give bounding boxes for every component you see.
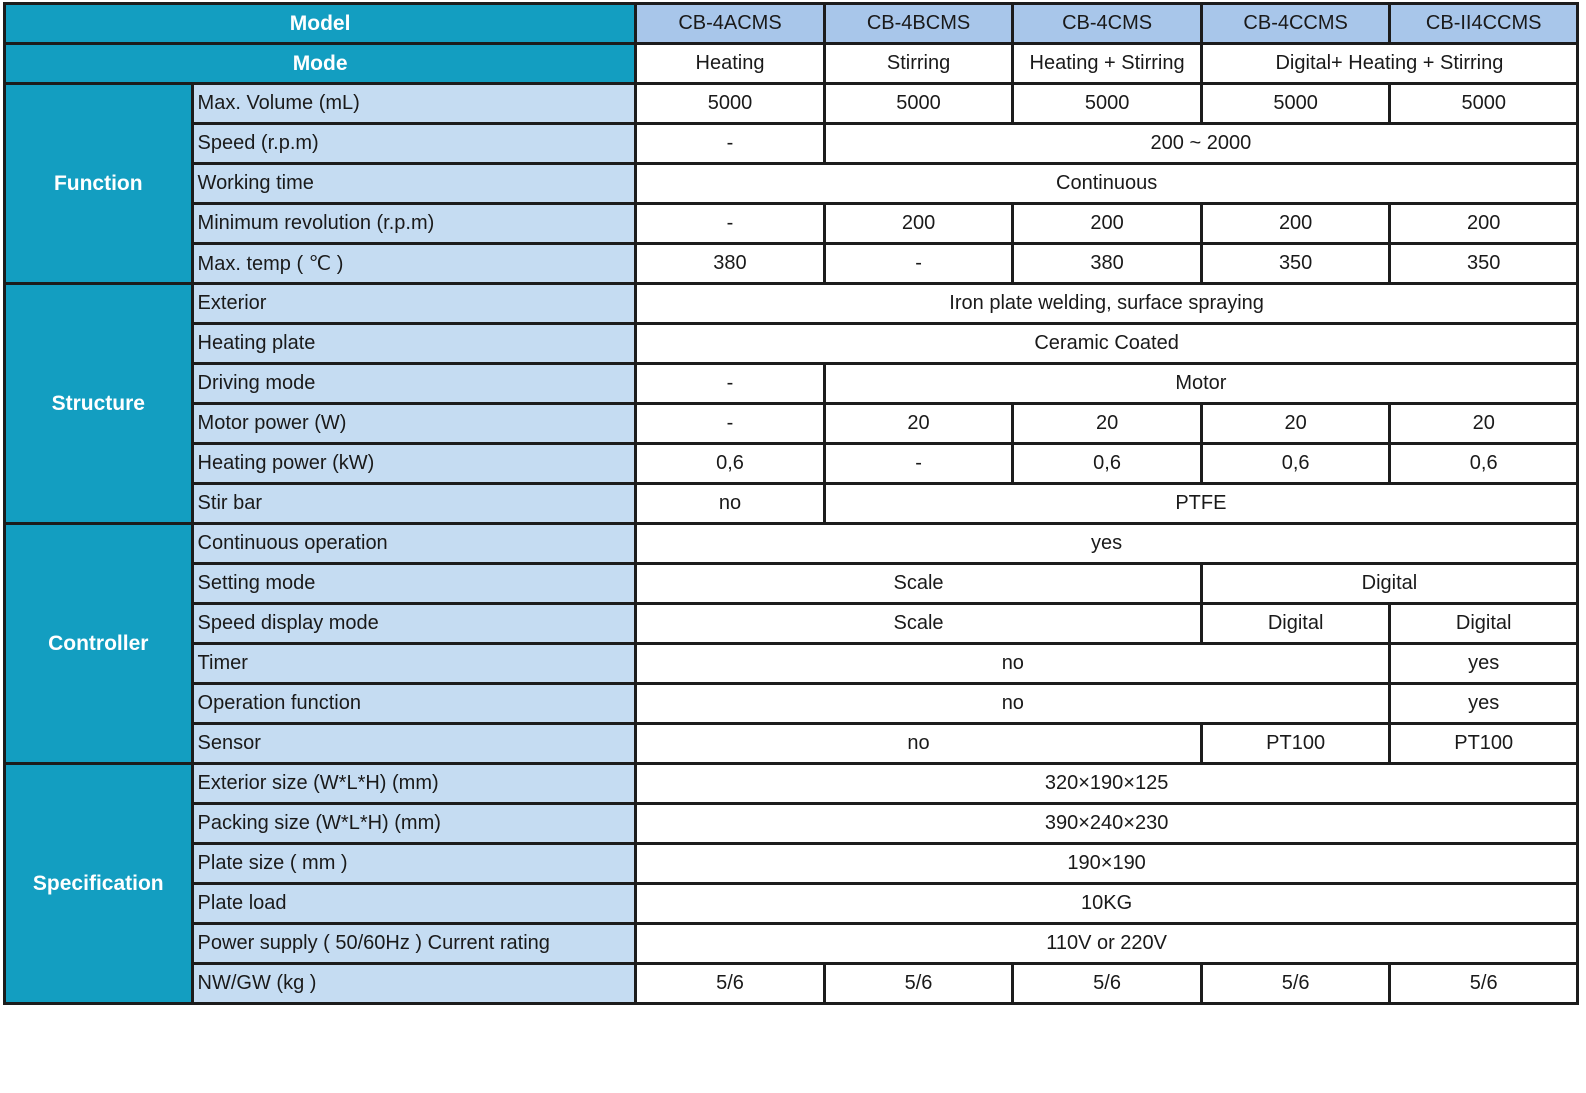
model-header: Model: [5, 4, 636, 44]
value-cell: Continuous: [636, 164, 1578, 204]
value-cell: 5/6: [824, 964, 1013, 1004]
value-cell: Digital: [1390, 604, 1578, 644]
value-cell: no: [636, 644, 1390, 684]
section-function-label: Function: [5, 84, 193, 284]
section-controller-label: Controller: [5, 524, 193, 764]
table-row: [5, 324, 1578, 364]
table-row: [5, 404, 1578, 444]
value-cell: 200: [824, 204, 1013, 244]
model-cell: CB-4BCMS: [824, 4, 1013, 44]
value-cell: 200 ~ 2000: [824, 124, 1577, 164]
value-cell: 380: [1013, 244, 1202, 284]
value-cell: 20: [1201, 404, 1390, 444]
param-label: Timer: [192, 644, 636, 684]
param-label: Power supply ( 50/60Hz ) Current rating: [192, 924, 636, 964]
value-cell: 110V or 220V: [636, 924, 1578, 964]
value-cell: -: [636, 404, 825, 444]
value-cell: no: [636, 684, 1390, 724]
param-label: Sensor: [192, 724, 636, 764]
value-cell: 390×240×230: [636, 804, 1578, 844]
mode-header: Mode: [5, 44, 636, 84]
model-row: [5, 4, 1578, 44]
table-row: [5, 964, 1578, 1004]
table-row: [5, 844, 1578, 884]
table-row: [5, 924, 1578, 964]
param-label: Motor power (W): [192, 404, 636, 444]
value-cell: no: [636, 724, 1202, 764]
value-cell: Iron plate welding, surface spraying: [636, 284, 1578, 324]
mode-cell: Stirring: [824, 44, 1013, 84]
value-cell: -: [824, 244, 1013, 284]
table-row: [5, 724, 1578, 764]
model-cell: CB-4CCMS: [1201, 4, 1390, 44]
table-row: [5, 604, 1578, 644]
param-label: Operation function: [192, 684, 636, 724]
param-label: Minimum revolution (r.p.m): [192, 204, 636, 244]
section-structure-label: Structure: [5, 284, 193, 524]
mode-row: [5, 44, 1578, 84]
value-cell: 5/6: [1201, 964, 1390, 1004]
table-row: [5, 804, 1578, 844]
param-label: Heating plate: [192, 324, 636, 364]
param-label: Exterior: [192, 284, 636, 324]
model-cell: CB-4CMS: [1013, 4, 1202, 44]
table-row: [5, 524, 1578, 564]
param-label: Speed (r.p.m): [192, 124, 636, 164]
value-cell: Digital: [1201, 604, 1390, 644]
param-label: Speed display mode: [192, 604, 636, 644]
mode-cell: Heating + Stirring: [1013, 44, 1202, 84]
param-label: Max. temp ( ℃ ): [192, 244, 636, 284]
param-label: Driving mode: [192, 364, 636, 404]
table-row: [5, 84, 1578, 124]
value-cell: Motor: [824, 364, 1577, 404]
value-cell: 320×190×125: [636, 764, 1578, 804]
section-specification-label: Specification: [5, 764, 193, 1004]
value-cell: 190×190: [636, 844, 1578, 884]
table-row: [5, 244, 1578, 284]
mode-cell: Digital+ Heating + Stirring: [1201, 44, 1577, 84]
table-row: [5, 884, 1578, 924]
table-row: [5, 484, 1578, 524]
table-row: [5, 164, 1578, 204]
value-cell: Ceramic Coated: [636, 324, 1578, 364]
value-cell: 5/6: [636, 964, 825, 1004]
value-cell: no: [636, 484, 825, 524]
value-cell: -: [636, 204, 825, 244]
value-cell: -: [824, 444, 1013, 484]
value-cell: 5000: [1201, 84, 1390, 124]
spec-table: [3, 2, 1579, 1005]
value-cell: yes: [1390, 684, 1578, 724]
table-row: [5, 364, 1578, 404]
value-cell: 200: [1390, 204, 1578, 244]
param-label: Plate size ( mm ): [192, 844, 636, 884]
mode-cell: Heating: [636, 44, 825, 84]
value-cell: 5000: [1390, 84, 1578, 124]
table-row: [5, 444, 1578, 484]
value-cell: 5000: [824, 84, 1013, 124]
value-cell: Scale: [636, 604, 1202, 644]
param-label: Plate load: [192, 884, 636, 924]
param-label: Exterior size (W*L*H) (mm): [192, 764, 636, 804]
value-cell: 200: [1201, 204, 1390, 244]
value-cell: 0,6: [1201, 444, 1390, 484]
value-cell: 5/6: [1390, 964, 1578, 1004]
value-cell: -: [636, 124, 825, 164]
value-cell: yes: [636, 524, 1578, 564]
value-cell: 20: [824, 404, 1013, 444]
value-cell: 380: [636, 244, 825, 284]
value-cell: 20: [1390, 404, 1578, 444]
value-cell: 5/6: [1013, 964, 1202, 1004]
value-cell: Digital: [1201, 564, 1577, 604]
value-cell: 5000: [1013, 84, 1202, 124]
param-label: Max. Volume (mL): [192, 84, 636, 124]
value-cell: 350: [1390, 244, 1578, 284]
value-cell: PT100: [1390, 724, 1578, 764]
param-label: Setting mode: [192, 564, 636, 604]
table-row: [5, 564, 1578, 604]
param-label: NW/GW (kg ): [192, 964, 636, 1004]
table-row: [5, 284, 1578, 324]
value-cell: 20: [1013, 404, 1202, 444]
table-row: [5, 124, 1578, 164]
model-cell: CB-II4CCMS: [1390, 4, 1578, 44]
param-label: Stir bar: [192, 484, 636, 524]
param-label: Continuous operation: [192, 524, 636, 564]
model-cell: CB-4ACMS: [636, 4, 825, 44]
value-cell: 200: [1013, 204, 1202, 244]
table-row: [5, 764, 1578, 804]
value-cell: PT100: [1201, 724, 1390, 764]
value-cell: 0,6: [636, 444, 825, 484]
value-cell: 5000: [636, 84, 825, 124]
param-label: Packing size (W*L*H) (mm): [192, 804, 636, 844]
value-cell: 10KG: [636, 884, 1578, 924]
value-cell: 0,6: [1013, 444, 1202, 484]
param-label: Working time: [192, 164, 636, 204]
param-label: Heating power (kW): [192, 444, 636, 484]
value-cell: PTFE: [824, 484, 1577, 524]
value-cell: yes: [1390, 644, 1578, 684]
value-cell: Scale: [636, 564, 1202, 604]
value-cell: -: [636, 364, 825, 404]
table-row: [5, 204, 1578, 244]
value-cell: 0,6: [1390, 444, 1578, 484]
table-row: [5, 684, 1578, 724]
value-cell: 350: [1201, 244, 1390, 284]
table-row: [5, 644, 1578, 684]
